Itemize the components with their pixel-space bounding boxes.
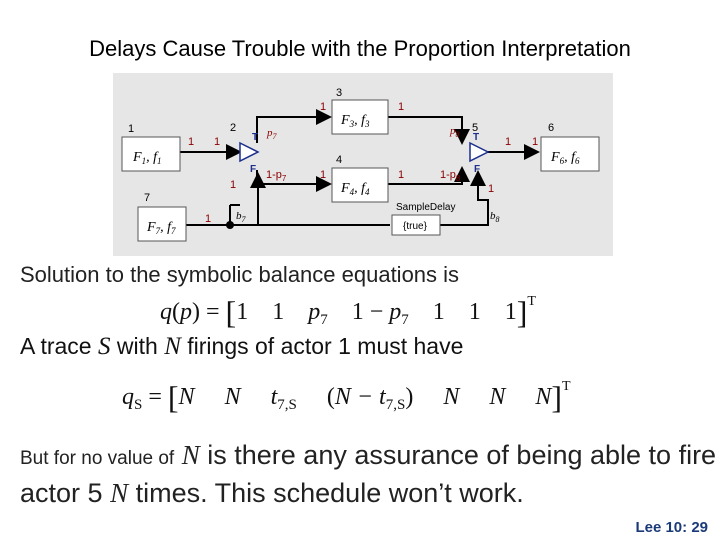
svg-text:F4, f4: $F_4$, $f_4$ bbox=[341, 181, 370, 197]
conclusion-small: But for no value of bbox=[20, 448, 175, 469]
eq1-transpose: T bbox=[527, 294, 536, 309]
actor-6-f: f bbox=[571, 150, 575, 165]
svg-text:F1, f1: $F_1$, $f_1$ bbox=[133, 150, 162, 166]
actor-7-number: 7 bbox=[144, 192, 151, 204]
eq1-v7: 1 bbox=[504, 299, 517, 325]
eq2-v4-open: ( bbox=[326, 384, 335, 410]
eq2-transpose: T bbox=[562, 379, 571, 394]
trace-N: N bbox=[164, 333, 181, 360]
label-b8-sub: 8 bbox=[495, 215, 500, 224]
actor-6-number: 6 bbox=[548, 122, 555, 134]
rate-a3-out: 1 bbox=[398, 101, 405, 113]
actor-3-F-sub: 3 bbox=[349, 119, 355, 129]
trace-prefix: A trace bbox=[20, 333, 92, 359]
svg-text:F7, f7: $F_7$, $f_7$ bbox=[147, 220, 176, 236]
actor-3-f: f bbox=[361, 113, 365, 128]
actor-7-F-sub: 7 bbox=[155, 226, 161, 236]
actor-4-number: 4 bbox=[336, 154, 343, 166]
sample-delay-value: {true} bbox=[403, 221, 427, 232]
equation-trace: $q_S = [N$ N $t_{7,S}$ $(N - t_{7,S})$ N N N]$^T$ bbox=[122, 379, 571, 415]
actor-3-f-sub: 3 bbox=[364, 119, 370, 129]
eq1-v4a: 1 − bbox=[351, 299, 390, 325]
eq2-v3-sub: 7,S bbox=[277, 397, 297, 413]
eq2-q: q bbox=[122, 384, 134, 410]
solution-text: Solution to the symbolic balance equations is bbox=[20, 262, 460, 287]
eq1-v6: 1 bbox=[468, 299, 481, 325]
actor-6-f-sub: 6 bbox=[574, 156, 580, 166]
select-F: F bbox=[474, 164, 481, 175]
rate-a7-out: 1 bbox=[205, 213, 212, 225]
rate-a4-in: 1 bbox=[320, 169, 327, 181]
eq2-v4-sub: 7,S bbox=[385, 397, 406, 413]
actor-7-f-sub: 7 bbox=[170, 226, 176, 236]
eq2-v7: N bbox=[535, 384, 552, 410]
label-b7: b bbox=[236, 210, 242, 222]
eq1-v4: p bbox=[389, 299, 402, 325]
eq1-v3-sub: 7 bbox=[320, 312, 328, 328]
conclusion-text bbox=[20, 438, 720, 510]
rate-a1-out: 1 bbox=[188, 136, 195, 148]
eq1-q: q bbox=[160, 299, 172, 325]
eq1-v3: p bbox=[308, 299, 321, 325]
eq2-v6: N bbox=[489, 384, 506, 410]
sample-delay-label: SampleDelay bbox=[396, 202, 456, 213]
rate-sel-out: 1 bbox=[505, 136, 512, 148]
rate-a3-in: 1 bbox=[320, 101, 327, 113]
eq2-equals: = bbox=[148, 384, 162, 410]
eq1-v1: 1 bbox=[236, 299, 249, 325]
eq2-q-sub: S bbox=[134, 397, 143, 413]
conclusion-N2: N bbox=[110, 478, 129, 508]
eq1-v5: 1 bbox=[432, 299, 445, 325]
conclusion-N1: N bbox=[181, 440, 200, 470]
actor-3-number: 3 bbox=[336, 87, 343, 99]
trace-text bbox=[20, 333, 463, 361]
rate-sw-ctrl: 1 bbox=[230, 179, 237, 191]
conclusion-mid: is there any assurance of being able to fire actor 5 bbox=[20, 440, 717, 508]
eq2-v4a: N − bbox=[334, 384, 380, 410]
trace-S: S bbox=[98, 333, 111, 360]
rate-1mp8: 1-p bbox=[440, 169, 456, 181]
rate-p7: p bbox=[267, 127, 273, 139]
rate-1mp7-sub: 7 bbox=[281, 174, 287, 183]
rate-a4-out: 1 bbox=[398, 169, 405, 181]
eq1-v4-sub: 7 bbox=[401, 312, 409, 328]
label-b8: b bbox=[490, 210, 496, 222]
rate-sw-in: 1 bbox=[214, 136, 221, 148]
actor-1-f-sub: 1 bbox=[156, 156, 162, 166]
rate-1mp7: 1-p bbox=[266, 169, 282, 181]
switch-number: 2 bbox=[230, 122, 237, 134]
equation-balance: q(p) = [1 1 $p_7$ $1 - p_7$ 1 1 1]$^T$ bbox=[160, 294, 536, 330]
actor-6-F: F bbox=[551, 150, 560, 165]
actor-4-F-sub: 4 bbox=[349, 187, 355, 197]
rate-1mp8-sub: 8 bbox=[455, 174, 461, 183]
eq2-v4-close: ) bbox=[405, 384, 414, 410]
rate-p8-sub: 8 bbox=[455, 130, 460, 139]
trace-middle: with bbox=[116, 333, 158, 359]
eq2-v4: t bbox=[379, 384, 386, 410]
actor-1-number: 1 bbox=[128, 123, 135, 135]
eq1-p: p bbox=[180, 299, 192, 325]
switch-F: F bbox=[250, 164, 257, 175]
rate-p8: p bbox=[450, 125, 456, 137]
eq2-v1: N bbox=[178, 384, 195, 410]
actor-6-F-sub: 6 bbox=[559, 156, 565, 166]
slide-title: Delays Cause Trouble with the Proportion Interpretation bbox=[89, 36, 631, 61]
actor-1-F: F bbox=[133, 150, 142, 165]
actor-4-f: f bbox=[361, 181, 365, 196]
conclusion-end: times. This schedule won’t work. bbox=[135, 478, 524, 508]
rate-a6-in: 1 bbox=[532, 136, 539, 148]
rate-sel-ctrl: 1 bbox=[488, 183, 495, 195]
actor-1-F-sub: 1 bbox=[141, 156, 147, 166]
actor-3-F: F bbox=[341, 113, 350, 128]
slide-footer: Lee 10: 29 bbox=[635, 519, 708, 536]
eq1-v2: 1 bbox=[272, 299, 285, 325]
trace-suffix: firings of actor 1 must have bbox=[187, 333, 464, 359]
eq2-v2: N bbox=[224, 384, 241, 410]
rate-p7-sub: 7 bbox=[272, 132, 277, 141]
fork-b7 bbox=[226, 221, 234, 229]
label-b7-sub: 7 bbox=[241, 215, 246, 224]
switch-T: T bbox=[252, 132, 259, 143]
actor-1-f: f bbox=[153, 150, 157, 165]
eq1-equals: = bbox=[206, 299, 220, 325]
svg-text:F6, f6: $F_6$, $f_6$ bbox=[551, 150, 580, 166]
select-number: 5 bbox=[472, 122, 479, 134]
actor-7-F: F bbox=[147, 220, 156, 235]
select-T: T bbox=[473, 132, 480, 143]
actor-7-f: f bbox=[167, 220, 171, 235]
actor-4-f-sub: 4 bbox=[364, 187, 370, 197]
eq2-v3: t bbox=[270, 384, 278, 410]
eq2-v5: N bbox=[443, 384, 460, 410]
actor-4-F: F bbox=[341, 181, 350, 196]
svg-text:F3, f3: $F_3$, $f_3$ bbox=[341, 113, 370, 129]
